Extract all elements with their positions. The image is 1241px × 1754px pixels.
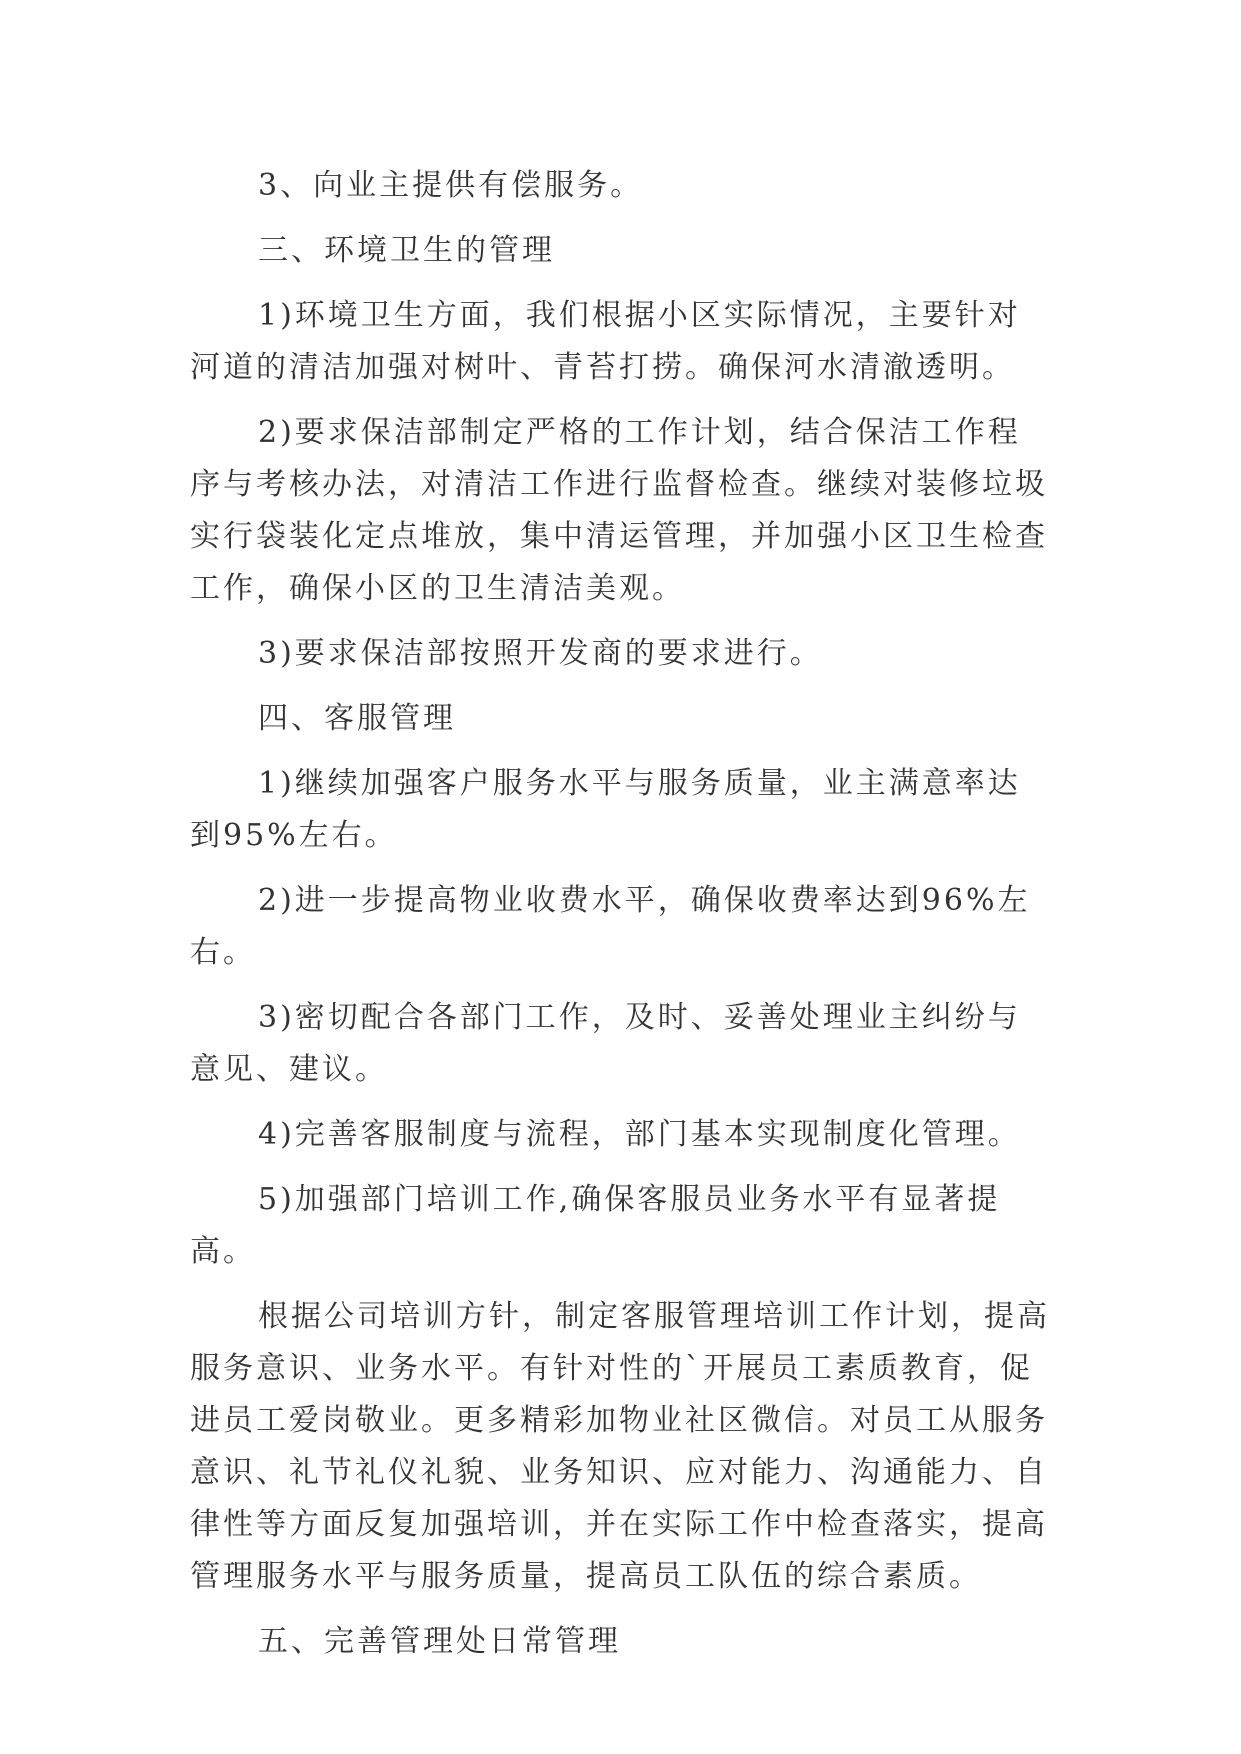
section-heading-customer-service: 四、客服管理 xyxy=(258,701,456,736)
paragraph-environment-3: 3)要求保洁部按照开发商的要求进行。 xyxy=(258,636,823,671)
paragraph-item-3-paid-services: 3、向业主提供有偿服务。 xyxy=(258,168,644,203)
paragraph-training-plan: 根据公司培训方针，制定客服管理培训工作计划，提高服务意识、业务水平。有针对性的`开展员工素质教育，促进员工爱岗敬业。更多精彩加物业社区微信。对员工从服务意识、礼节礼仪礼貌、业务知识、应对能力、沟通能力、自律性等方面反复加强培训，并在实际工作中检查落实，提高管理服务水平与服务质量，提高员工队伍的综合素质。 xyxy=(190,1299,1050,1594)
paragraph-customer-service-2: 2)进一步提高物业收费水平，确保收费率达到96%左右。 xyxy=(190,883,1031,970)
section-heading-environment-hygiene: 三、环境卫生的管理 xyxy=(258,233,555,268)
paragraph-customer-service-1: 1)继续加强客户服务水平与服务质量，业主满意率达到95%左右。 xyxy=(190,766,1021,853)
paragraph-environment-1: 1)环境卫生方面，我们根据小区实际情况，主要针对河道的清洁加强对树叶、青苔打捞。确保河水清澈透明。 xyxy=(190,298,1021,385)
paragraph-customer-service-4: 4)完善客服制度与流程，部门基本实现制度化管理。 xyxy=(258,1117,1021,1152)
paragraph-environment-2: 2)要求保洁部制定严格的工作计划，结合保洁工作程序与考核办法，对清洁工作进行监督检查。继续对装修垃圾实行袋装化定点堆放，集中清运管理，并加强小区卫生检查工作，确保小区的卫生清洁美观。 xyxy=(190,415,1048,606)
document-body xyxy=(190,160,1050,1668)
paragraph-customer-service-5: 5)加强部门培训工作,确保客服员业务水平有显著提高。 xyxy=(190,1182,1001,1269)
section-heading-daily-management: 五、完善管理处日常管理 xyxy=(258,1624,621,1659)
paragraph-customer-service-3: 3)密切配合各部门工作，及时、妥善处理业主纠纷与意见、建议。 xyxy=(190,1000,1021,1087)
